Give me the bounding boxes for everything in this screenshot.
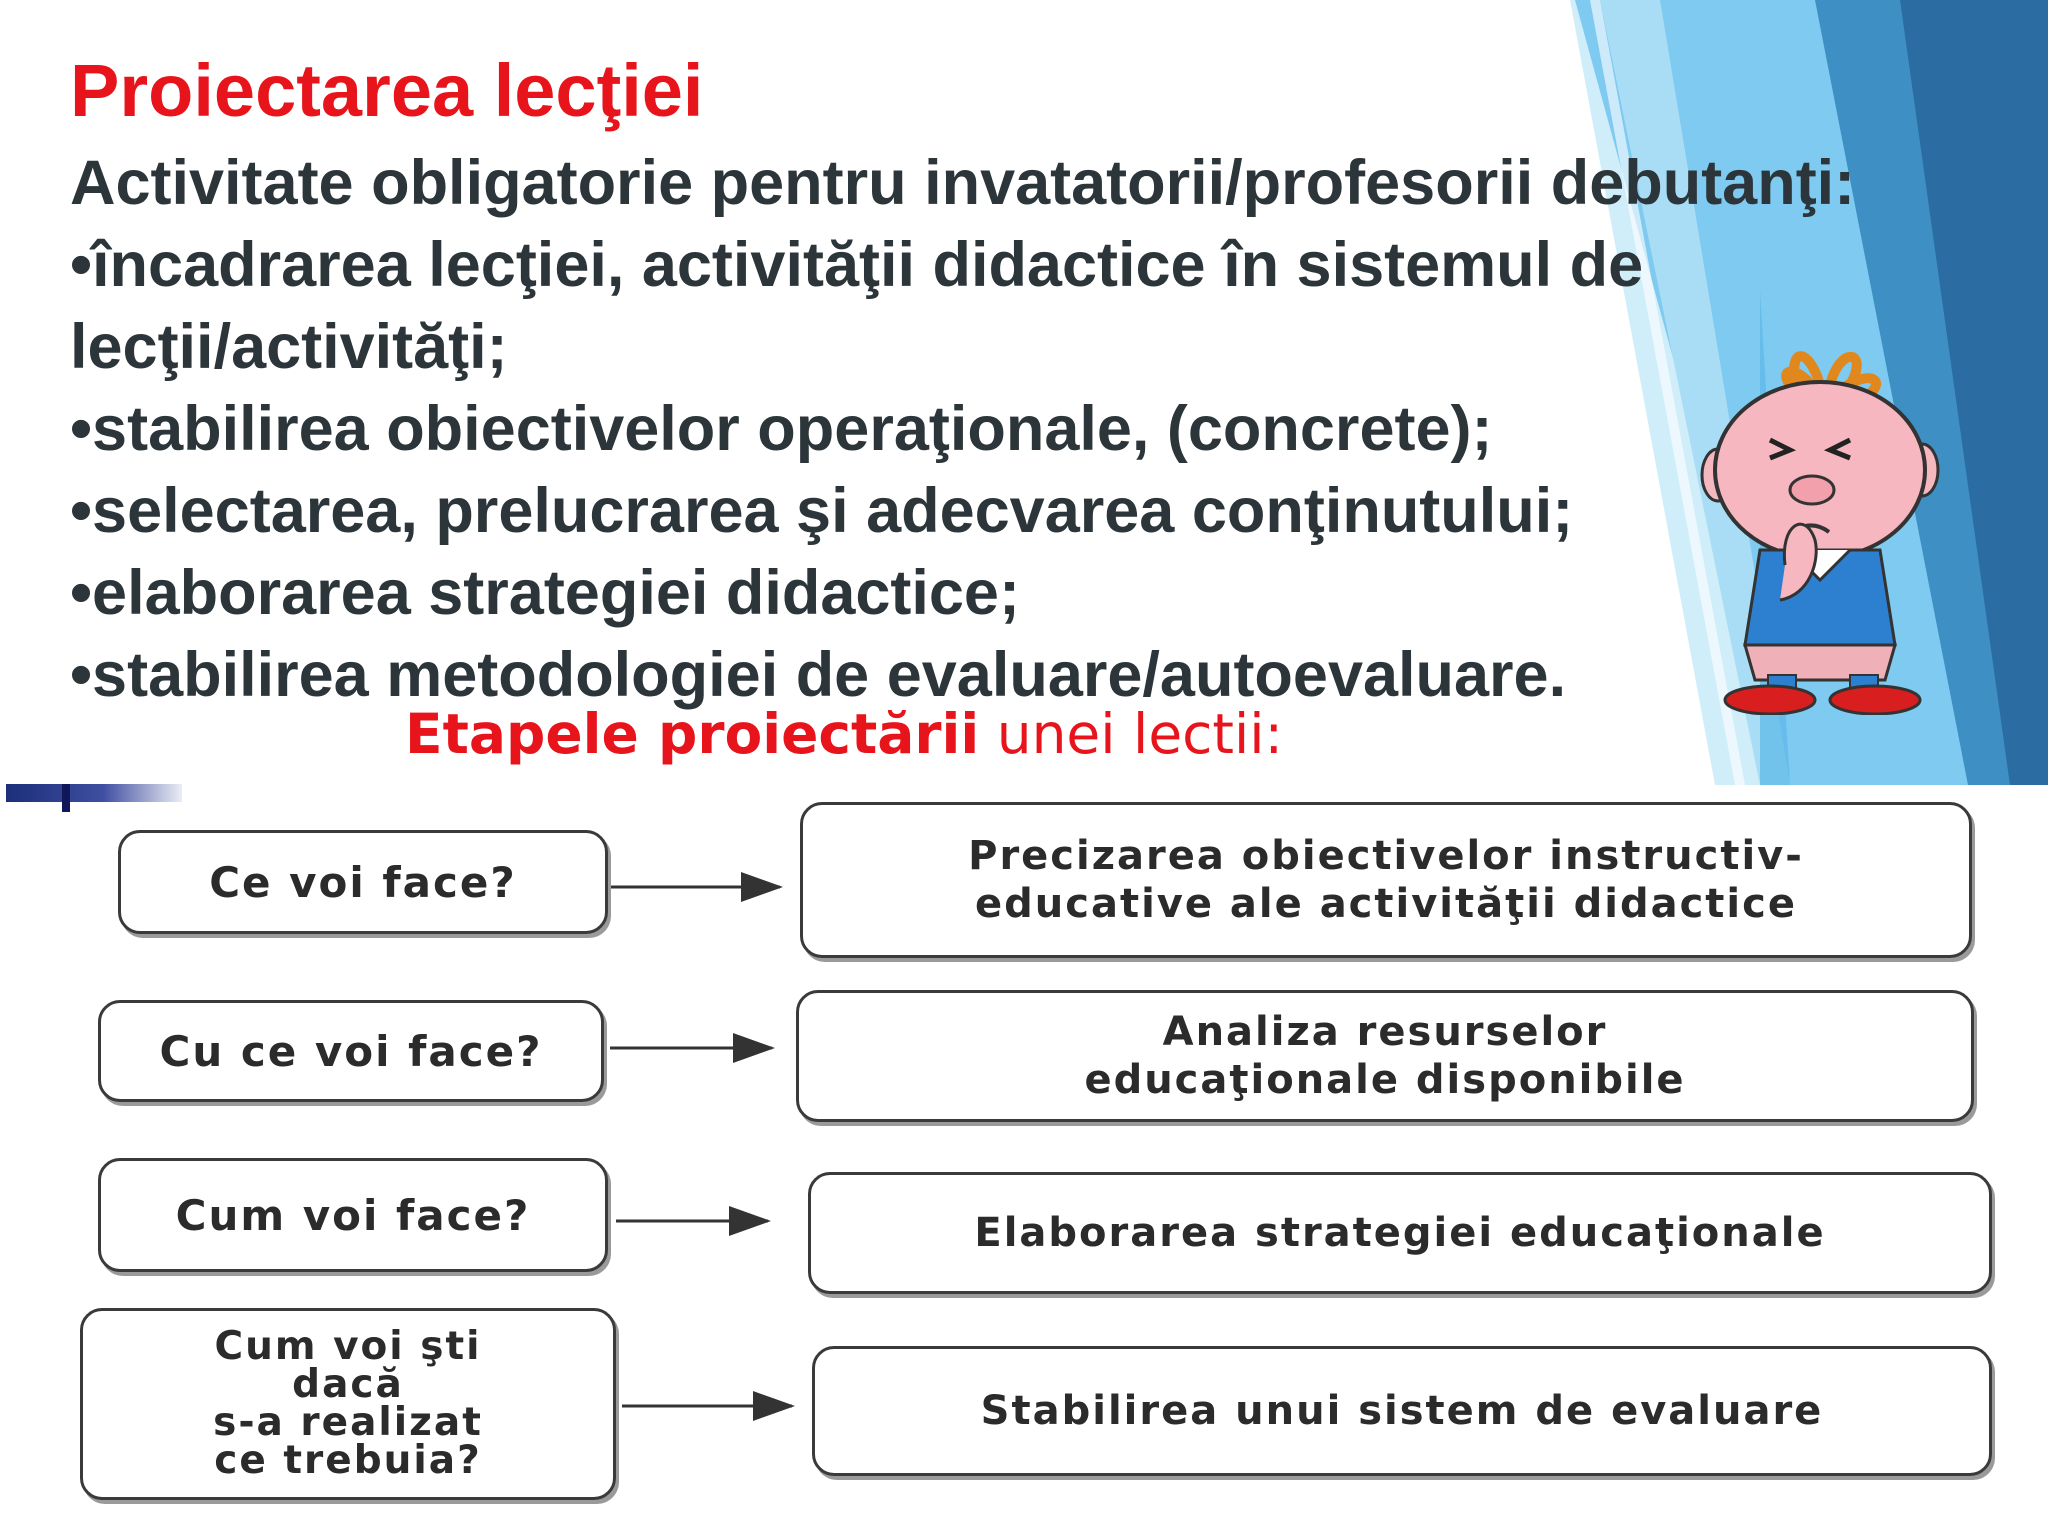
bullet-item: •stabilirea obiectivelor operaţionale, (concrete);: [70, 394, 1493, 464]
bullet-text: [70, 142, 1855, 716]
question-text: Cum voi şti dacă s-a realizat ce trebuia?: [213, 1324, 483, 1483]
intro-line: Activitate obligatorie pentru invatatorii/profesorii debutanţi:: [70, 148, 1856, 218]
question-box-how-will-i-know: [80, 1308, 616, 1500]
question-text: Cu ce voi face?: [159, 1026, 543, 1076]
bullet-item: •stabilirea metodologiei de evaluare/autoevaluare.: [70, 640, 1567, 710]
bullet-item: •selectarea, prelucrarea şi adecvarea conţinutului;: [70, 476, 1574, 546]
question-box-what: [118, 830, 608, 934]
stages-subtitle: [405, 702, 1283, 766]
thinking-boy-illustration: [1700, 345, 1940, 715]
stages-subtitle-bold: Etapele proiectării: [405, 702, 980, 766]
answer-box-objectives: [800, 802, 1972, 958]
answer-text: Elaborarea strategiei educaţionale: [974, 1210, 1826, 1256]
answer-box-evaluation: [812, 1346, 1992, 1476]
accent-tick: [62, 784, 70, 812]
answer-box-strategy: [808, 1172, 1992, 1294]
question-text: Cum voi face?: [175, 1190, 531, 1240]
question-text: Ce voi face?: [209, 857, 517, 907]
question-box-with-what: [98, 1000, 604, 1102]
accent-bar: [6, 784, 182, 802]
stages-subtitle-rest: unei lectii:: [979, 702, 1284, 766]
answer-text: Stabilirea unui sistem de evaluare: [980, 1388, 1824, 1434]
question-box-how: [98, 1158, 608, 1272]
bullet-item: •elaborarea strategiei didactice;: [70, 558, 1020, 628]
answer-box-resources: [796, 990, 1974, 1122]
answer-text: Analiza resurselor educaţionale disponibile: [1084, 1009, 1686, 1103]
slide-title: Proiectarea lecţiei: [70, 49, 704, 132]
bullet-item: •încadrarea lecţiei, activităţii didactice în sistemul de: [70, 230, 1644, 300]
answer-text: Precizarea obiectivelor instructiv- educative ale activităţii didactice: [968, 833, 1804, 927]
bullet-item-continuation: lecţii/activităţi;: [70, 312, 508, 382]
